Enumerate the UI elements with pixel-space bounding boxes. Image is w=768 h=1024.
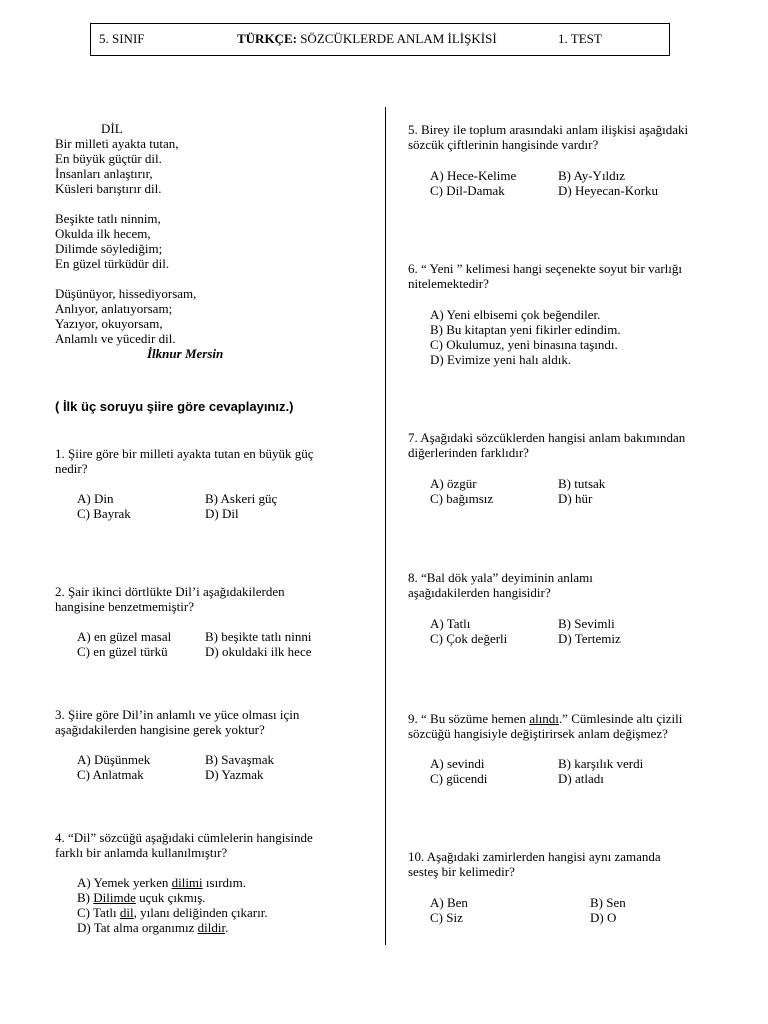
option-d[interactable]: D) Dil <box>205 506 239 521</box>
question-text: 2. Şair ikinci dörtlükte Dil’i aşağıdakilerden <box>55 584 285 599</box>
option-c[interactable]: C) en güzel türkü <box>77 644 168 659</box>
options <box>408 895 661 925</box>
option-a[interactable]: A) en güzel masal <box>77 629 172 644</box>
question-text: 10. Aşağıdaki zamirlerden hangisi aynı zamanda <box>408 849 661 864</box>
poem-line: Beşikte tatlı ninnim, <box>55 211 161 226</box>
question-text: farklı bir anlamda kullanılmıştır? <box>55 845 228 860</box>
options <box>408 616 621 646</box>
question-9 <box>408 711 682 786</box>
option-b[interactable]: B) Sevimli <box>558 616 615 631</box>
question-text: 7. Aşağıdaki sözcüklerden hangisi anlam bakımından <box>408 430 686 445</box>
options <box>408 476 685 506</box>
option-b[interactable]: B) Savaşmak <box>205 752 274 767</box>
underlined-word: dildir <box>197 920 226 935</box>
question-text: 4. “Dil” sözcüğü aşağıdaki cümlelerin hangisinde <box>55 830 313 845</box>
option-c[interactable]: C) Tatlı dil, yılanı deliğinden çıkarır. <box>77 905 268 920</box>
poem-line: Düşünüyor, hissediyorsam, <box>55 286 197 301</box>
question-text: aşağıdakilerden hangisine gerek yoktur? <box>55 722 265 737</box>
option-c[interactable]: C) Çok değerli <box>430 631 508 646</box>
option-b[interactable]: B) karşılık verdi <box>558 756 644 771</box>
option-c[interactable]: C) Bayrak <box>77 506 131 521</box>
option-a[interactable]: A) Hece-Kelime <box>430 168 517 183</box>
option-d[interactable]: D) okuldaki ilk hece <box>205 644 312 659</box>
question-7 <box>408 430 685 506</box>
option-c[interactable]: C) Siz <box>430 910 463 925</box>
option-b[interactable]: B) Ay-Yıldız <box>558 168 626 183</box>
option-c[interactable]: C) Dil-Damak <box>430 183 505 198</box>
question-text: 6. “ Yeni ” kelimesi hangi seçenekte soyut bir varlığı <box>408 261 683 276</box>
poem-line: Bir milleti ayakta tutan, <box>55 136 179 151</box>
question-text: 1. Şiire göre bir milleti ayakta tutan en büyük güç <box>55 446 314 461</box>
question-text: hangisine benzetmemiştir? <box>55 599 194 614</box>
question-text: 3. Şiire göre Dil’in anlamlı ve yüce olması için <box>55 707 300 722</box>
question-6 <box>408 261 682 367</box>
poem-line: Dilimde söylediğim; <box>55 241 163 256</box>
option-b[interactable]: B) Askeri güç <box>205 491 278 506</box>
question-text: sözcük çiftlerinin hangisinde vardır? <box>408 137 599 152</box>
poem-line: Anlamlı ve yücedir dil. <box>55 331 176 346</box>
question-text: 8. “Bal dök yala” deyiminin anlamı <box>408 570 593 585</box>
option-a[interactable]: A) Yemek yerken dilimi ısırdım. <box>77 875 246 890</box>
subject-label: TÜRKÇE: <box>237 31 297 46</box>
option-d[interactable]: D) atladı <box>558 771 604 786</box>
question-text: nitelemektedir? <box>408 276 489 291</box>
question-text: diğerlerinden farklıdır? <box>408 445 529 460</box>
option-d[interactable]: D) Yazmak <box>205 767 264 782</box>
underlined-word: alındı <box>529 711 559 726</box>
poem-line: Yazıyor, okuyorsam, <box>55 316 163 331</box>
option-d[interactable]: D) Tertemiz <box>558 631 621 646</box>
option-c[interactable]: C) gücendi <box>430 771 488 786</box>
option-b[interactable]: B) Bu kitaptan yeni fikirler edindim. <box>430 322 621 337</box>
options <box>55 629 312 659</box>
question-text: sözcüğü hangisiyle değiştirirsek anlam değişmez? <box>408 726 668 741</box>
instruction: ( İlk üç soruyu şiire göre cevaplayınız.) <box>55 399 294 414</box>
question-text: sesteş bir kelimedir? <box>408 864 515 879</box>
poem <box>55 121 223 361</box>
question-5 <box>408 122 688 198</box>
poem-author: İlknur Mersin <box>147 346 224 361</box>
poem-line: Küsleri barıştırır dil. <box>55 181 162 196</box>
option-a[interactable]: A) Düşünmek <box>77 752 151 767</box>
options <box>408 168 688 198</box>
option-b[interactable]: B) Sen <box>590 895 626 910</box>
option-b[interactable]: B) beşikte tatlı ninni <box>205 629 312 644</box>
question-text: aşağıdakilerden hangisidir? <box>408 585 551 600</box>
question-4 <box>55 830 313 935</box>
options <box>55 875 313 935</box>
column-divider <box>385 107 386 945</box>
underlined-word: dil <box>119 905 134 920</box>
options <box>55 491 314 521</box>
option-a[interactable]: A) Din <box>77 491 114 506</box>
question-1 <box>55 446 314 521</box>
poem-title: DİL <box>101 121 123 136</box>
options <box>55 752 299 782</box>
option-d[interactable]: D) Evimize yeni halı aldık. <box>430 352 572 367</box>
option-c[interactable]: C) bağımsız <box>430 491 494 506</box>
question-text: 9. “ Bu sözüme hemen alındı.” Cümlesinde altı çizili <box>408 711 683 726</box>
topic-label: SÖZCÜKLERDE ANLAM İLİŞKİSİ <box>300 31 497 46</box>
options <box>408 756 682 786</box>
option-a[interactable]: A) Yeni elbisemi çok beğendiler. <box>430 307 601 322</box>
poem-line: En büyük güçtür dil. <box>55 151 162 166</box>
poem-line: Okulda ilk hecem, <box>55 226 151 241</box>
options <box>408 307 682 367</box>
underlined-word: Dilimde <box>93 890 136 905</box>
poem-line: Anlıyor, anlatıyorsam; <box>55 301 173 316</box>
subject-title <box>237 31 497 46</box>
option-a[interactable]: A) Tatlı <box>430 616 471 631</box>
option-a[interactable]: A) Ben <box>430 895 468 910</box>
underlined-word: dilimi <box>171 875 203 890</box>
option-b[interactable]: B) tutsak <box>558 476 606 491</box>
option-c[interactable]: C) Okulumuz, yeni binasına taşındı. <box>430 337 618 352</box>
question-text: nedir? <box>55 461 88 476</box>
grade-label: 5. SINIF <box>99 31 145 46</box>
question-10 <box>408 849 661 925</box>
test-header <box>90 23 670 56</box>
option-d[interactable]: D) O <box>590 910 617 925</box>
option-a[interactable]: A) özgür <box>430 476 477 491</box>
option-a[interactable]: A) sevindi <box>430 756 485 771</box>
poem-line: İnsanları anlaştırır, <box>55 166 153 181</box>
question-3 <box>55 707 299 782</box>
test-number: 1. TEST <box>558 31 602 46</box>
option-d[interactable]: D) Heyecan-Korku <box>558 183 658 198</box>
question-8 <box>408 570 621 646</box>
option-d[interactable]: D) hür <box>558 491 593 506</box>
option-b[interactable]: B) Dilimde uçuk çıkmış. <box>77 890 206 905</box>
option-c[interactable]: C) Anlatmak <box>77 767 144 782</box>
poem-line: En güzel türküdür dil. <box>55 256 170 271</box>
option-d[interactable]: D) Tat alma organımız dildir. <box>77 920 229 935</box>
question-2 <box>55 584 312 659</box>
question-text: 5. Birey ile toplum arasındaki anlam ilişkisi aşağıdaki <box>408 122 689 137</box>
